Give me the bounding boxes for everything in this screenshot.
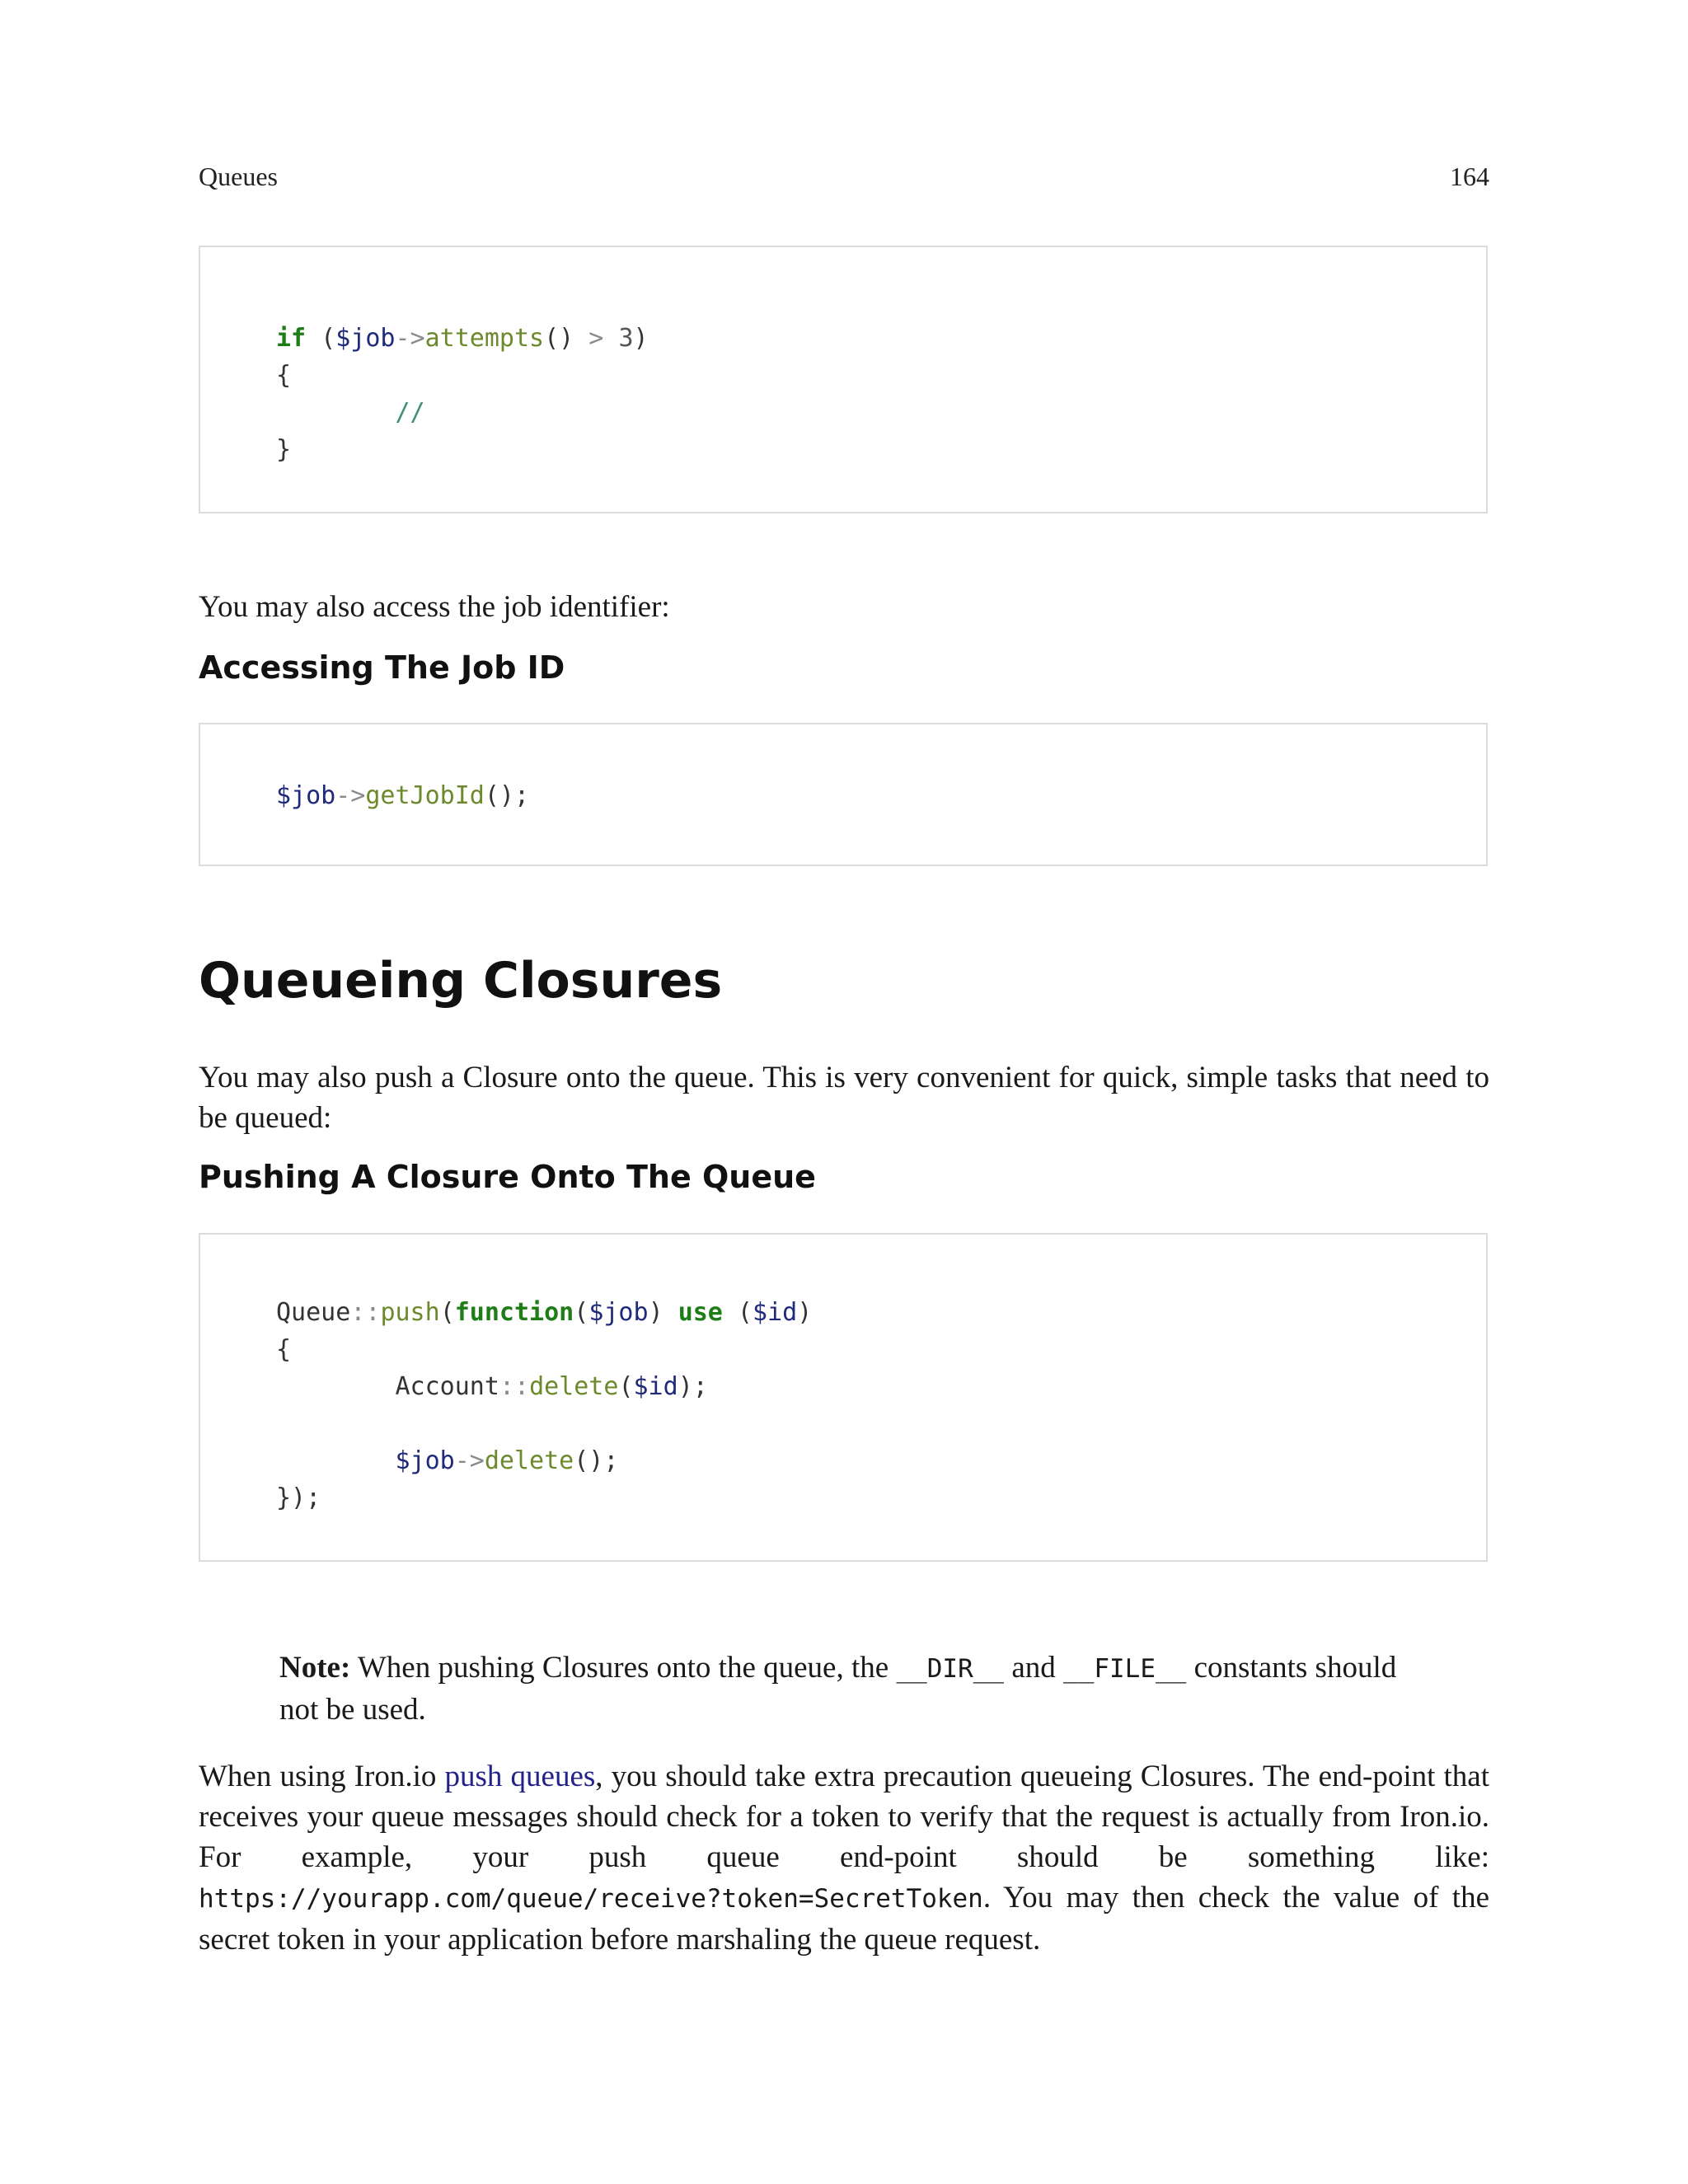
code-operator: > — [574, 324, 619, 353]
para-text: , you should take extra precaution queueing Closures. The end-point that receives your queue messages should check for a token to verify that the request is actually from Iron.io. For example, your push queue end-point should be something like: — [199, 1760, 1489, 1874]
code-variable: $job — [588, 1298, 649, 1327]
code-variable: $id — [753, 1298, 798, 1327]
code-variable: $id — [633, 1372, 678, 1401]
code-operator: -> — [454, 1446, 485, 1475]
keyword-use: use — [678, 1298, 723, 1327]
running-header — [199, 162, 1489, 192]
heading-pushing-closure: Pushing A Closure Onto The Queue — [199, 1159, 816, 1195]
file-constant: __FILE__ — [1063, 1654, 1187, 1684]
code-block-push-closure — [199, 1233, 1488, 1562]
code-variable: $job — [395, 1446, 455, 1475]
code-method: delete — [529, 1372, 619, 1401]
code-operator: -> — [335, 781, 366, 810]
code-line — [276, 1372, 708, 1401]
code-number: 3 — [618, 324, 634, 353]
code-operator: :: — [499, 1372, 530, 1401]
code-method: attempts — [424, 324, 545, 353]
keyword-function: function — [454, 1298, 574, 1327]
code-token: ) — [633, 324, 649, 353]
code-line: { — [276, 361, 292, 390]
note-text: and — [1004, 1651, 1064, 1685]
code-variable: $job — [276, 781, 336, 810]
code-token: ) — [797, 1298, 813, 1327]
code-class: Queue — [276, 1298, 351, 1327]
code-lines — [276, 1294, 812, 1516]
code-token: ( — [574, 1298, 589, 1327]
code-line — [276, 1446, 618, 1475]
chapter-title: Queues — [199, 162, 278, 191]
code-line: }); — [276, 1483, 321, 1512]
note-text: constants should not be used. — [279, 1651, 1397, 1727]
code-token: ); — [678, 1372, 708, 1401]
page-number: 164 — [1450, 162, 1489, 191]
code-token: () — [544, 324, 574, 353]
code-line: { — [276, 1335, 292, 1364]
para-text: . You may then check the value of the secret token in your application before marshaling the queue request. — [199, 1881, 1489, 1957]
endpoint-url: https://yourapp.com/queue/receive?token=SecretToken — [199, 1884, 983, 1914]
note-text: When pushing Closures onto the queue, the — [350, 1651, 897, 1685]
paragraph-closures: You may also push a Closure onto the queue. This is very convenient for quick, simple tasks that need to be queued: — [199, 1061, 1489, 1135]
code-token: ( — [618, 1372, 634, 1401]
code-operator: :: — [350, 1298, 381, 1327]
code-class: Account — [395, 1372, 499, 1401]
code-token: ( — [439, 1298, 455, 1327]
code-method: getJobId — [365, 781, 485, 810]
note-callout — [279, 1647, 1409, 1730]
code-line — [276, 398, 425, 427]
code-line — [276, 1298, 812, 1327]
code-method: delete — [484, 1446, 574, 1475]
code-operator: -> — [395, 324, 425, 353]
code-line: } — [276, 435, 292, 464]
dir-constant: __DIR__ — [896, 1654, 1005, 1684]
code-token: ( — [722, 1298, 753, 1327]
heading-accessing-job-id: Accessing The Job ID — [199, 649, 565, 686]
keyword-if: if — [276, 324, 307, 353]
heading-queueing-closures: Queueing Closures — [199, 952, 723, 1010]
code-line — [276, 781, 529, 810]
push-queues-link[interactable]: push queues — [444, 1760, 596, 1793]
code-comment: // — [395, 398, 425, 427]
code-token: ) — [648, 1298, 678, 1327]
note-label: Note: — [279, 1651, 351, 1685]
para-text: When using Iron.io — [199, 1760, 445, 1793]
code-block-attempts — [199, 246, 1488, 513]
code-method: push — [380, 1298, 440, 1327]
code-lines — [276, 320, 649, 468]
code-block-job-id — [199, 723, 1488, 866]
paragraph-job-identifier: You may also access the job identifier: — [199, 590, 670, 624]
code-token: ( — [306, 324, 336, 353]
code-line — [276, 324, 649, 353]
paragraph-iron-io — [199, 1756, 1489, 1960]
code-token: (); — [484, 781, 530, 810]
code-token: (); — [574, 1446, 619, 1475]
code-variable: $job — [335, 324, 396, 353]
code-lines — [276, 777, 529, 814]
